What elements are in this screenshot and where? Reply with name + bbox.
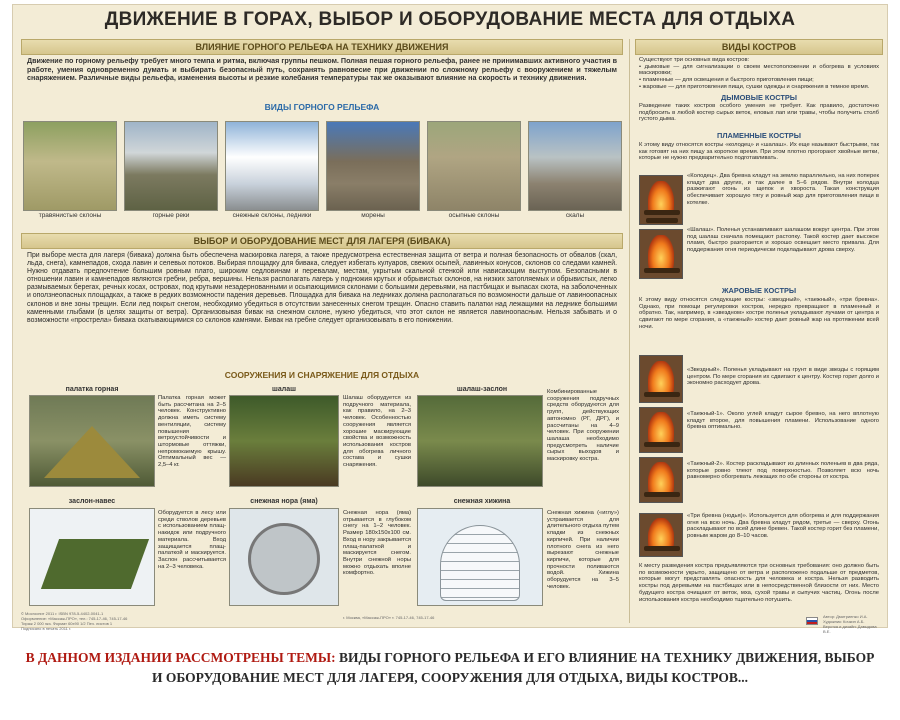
heat-fires-intro: К этому виду относятся следующие костры: «звездный», «таежный», «три бревна». Однако, при помощи регулировки костров, нередко превращают в пламенный и обратно. Так, например, в «звездном» костре поленья укладывают лучами от центра и сдвигают по мере сгорания, а «таежный» костер дает ровный жар на протяжении всей ночи. — [639, 297, 879, 330]
fire-taiga1-illustration — [639, 407, 683, 453]
heat-fires-heading: ЖАРОВЫЕ КОСТРЫ — [721, 286, 797, 295]
relief-influence-header: ВЛИЯНИЕ ГОРНОГО РЕЛЬЕФА НА ТЕХНИКУ ДВИЖЕНИЯ — [21, 39, 623, 55]
shelter-title-snow-burrow: снежная нора (яма) — [250, 498, 318, 505]
fires-outro-text: К месту разведения костра предъявляются три основных требования: оно должно быть по возможности укрыто, защищено от ветра и расположено подальше от предметов, которые могут представлять опасность для человека и костра. Нельзя разводить костры под деревьями на пастбищах или в непосредственной близости от них. Место будущего костра очищают от веток, мха, сухой травы и сыпучих частиц. Огонь после использования костра необходимо тщательно потушить. — [639, 563, 879, 603]
fire-star-illustration — [639, 355, 683, 403]
photo-snow-slopes-glaciers — [225, 121, 319, 211]
shelter-title-tent: палатка горная — [65, 386, 119, 393]
caption-rocks: скалы — [565, 212, 585, 219]
smoke-fires-heading: ДЫМОВЫЕ КОСТРЫ — [720, 93, 798, 102]
fire-well-illustration — [639, 175, 683, 225]
flag-icon — [806, 617, 818, 625]
footer-line-2: И ОБОРУДОВАНИЕ МЕСТ ДЛЯ ЛАГЕРЯ, СООРУЖЕНИЯ ДЛЯ ОТДЫХА, ВИДЫ КОСТРОВ... — [151, 670, 749, 685]
drawing-igloo — [417, 508, 543, 606]
shelter-text-snow-burrow: Снежная нора (яма) отрывается в глубоком снегу на 1–2 человек. Размер 180х150х100 см. Вход в нору закрывается плащ-палаткой и маскируется снегом. Внутри снежной норы можно отдыхать вполне комфортно. — [343, 510, 411, 577]
fire-hut-text: «Шалаш». Поленья устанавливают шалашом вокруг центра. При этом под шалаш сначала помещают растопку. Такой костер дает высокое пламя, быстро разгорается и хорошо освещает место привала. Для поддержания огня периодически подкладывают дрова сверху. — [687, 227, 879, 254]
fire-hut-illustration — [639, 229, 683, 279]
fires-header: ВИДЫ КОСТРОВ — [635, 39, 883, 55]
fire-taiga2-illustration — [639, 457, 683, 503]
fires-intro: Существуют три основных вида костров: • дымовые — для сигнализации о своем местоположении и обогрева в условиях маскировки; • пламенные — для освещения и быстрого приготовления пищи; • жаровые — для приготовления пищи, сушки одежды и снаряжения в темное время. — [639, 57, 879, 90]
drawing-snow-burrow — [229, 508, 339, 606]
caption-snow-slopes: снежные склоны, ледники — [232, 212, 312, 219]
fire-taiga1-text: «Таежный-1». Около углей кладут сырое бревно, на него вплотную кладут второе, для повышения пламени. Использование одного бревна оптимально. — [687, 411, 879, 431]
camp-selection-text: При выборе места для лагеря (бивака) должна быть обеспечена маскировка лагеря, а также предусмотрена естественная защита от ветра и полная безопасность от обвалов (скал, льда, снега), камнепадов, схода лавин и селевых потоков. Выбирая площадку для бивака, следует избегать кулуаров, свежих осыпей, лавинных конусов, склонов со следами камней. Нужно отдавать предпочтение большим ровным плато, широким седловинам и перевалам, местам, укрытым скальной стенкой или нависающим выступом. Безопасными в отношении лавин и камнепадов являются гребни, ребра, вершины. Нельзя располагать лагерь у подножия крутых и обрывистых склонов, на низких затопляемых и обрывистых, легко размываемых берегах, речных косах, островах, под крутыми незадернованными и осыпающимися склонами с большими деревьями, на пастбищах и выпасах скота, на заболоченных и оползнеопасных площадках, а также в редких возможности падения деревьев. Площадка для бивака на ледниках должна располагаться по возможности дальше от лавиноопасных склонов и вне зоны трещин. Если лед покрыт снегом, необходимо убедиться в отсутствии занесенных снегом трещин. Опасно ставить палатки над лежащими на леднике большими каменными глыбами (в целях защиты от ветра). Организовывая бивак на снежном склоне, нужно убедиться, что этот склон не является лавиноопасным. Нельзя забывать и о возможности «прострела» бивака скатывающимися со склонов камнями. Бивак на гребне следует организовывать в его понижении. — [27, 252, 617, 324]
publisher-info-middle: г. Москва, «Массаж-ПРО» т. 745-17-46, 745-17-46 — [343, 615, 435, 620]
publisher-info-left: © Мосгоспит 2011 г. ISBN 978-5-4402-0041-1 Оформление: «Массаж-ПРО», тел.: 745-17-46, 745-17-46 Тираж 2 000 экз. Формат 60х90 1/2 Печ. листов 1 Подписано в печать 2011 г. — [21, 611, 128, 631]
camp-selection-header: ВЫБОР И ОБОРУДОВАНИЕ МЕСТ ДЛЯ ЛАГЕРЯ (БИВАКА) — [21, 233, 623, 249]
caption-mountain-rivers: горные реки — [152, 212, 190, 219]
fire-taiga2-text: «Таежный-2». Костер раскладывают из длинных поленьев в два ряда, которые ровно тлеют под поверхностью. Позволяет всю ночь равномерно обогревать лежащих по обе стороны от костра. — [687, 461, 879, 481]
photo-hut — [229, 395, 339, 487]
footer-line-1: ВИДЫ ГОРНОГО РЕЛЬЕФА И ЕГО ВЛИЯНИЕ НА ТЕХНИКУ ДВИЖЕНИЯ, ВЫБОР — [335, 650, 875, 665]
photo-rocks — [528, 121, 622, 211]
flame-fires-intro: К этому виду относятся костры «колодец» и «шалаш». Их еще называют быстрыми, так как готовят на них пищу за короткое время. При этом плотно прогорают хвойные ветки, которые не нужно предварительно подготавливать. — [639, 142, 879, 162]
footer-lead: В ДАННОМ ИЗДАНИИ РАССМОТРЕНЫ ТЕМЫ: — [25, 650, 336, 665]
smoke-fires-text: Разведение таких костров особого умения не требует. Как правило, достаточно подбросить в любой костер сырых веток, еловых лап или травы, чтобы получить столб густого дыма. — [639, 103, 879, 123]
photo-hut-screen — [417, 395, 543, 487]
relief-intro-text: Движение по горному рельефу требует много темпа и ритма, включая группы пешком. Полная пешая горного рельефа, ранее не принимавших активного участия в работе, умения одновременно думать и выбирать безопасный путь, сохранять равновесие при движении по сложному рельефу с вооружением и тяжелым снаряжением. Различные виды рельефа, изменения высоты и резкие колебания температуры так же оказывают влияние на скорость и технику движения. — [27, 56, 617, 83]
publisher-info-right: Автор: Дмитриенко И.А. Художник: Кочкин А.Б. Верстка и дизайн: Давыдова В.Е. — [823, 614, 877, 634]
footer-topics — [0, 648, 900, 688]
photo-moraines — [326, 121, 420, 211]
shelter-text-snow-hut: Снежная хижина («иглу») устраивается для длительного отдыха путем кладки из снежных кирпичей. При наличии плотного снега из него вырезают снежные кирпичи, которые для прочности поливаются водой. Хижина оборудуется на 3–5 человек. — [547, 510, 619, 590]
shelter-text-hut-screen: Комбинированные сооружения подручных средств оборудуются для групп, действующих автономно (РГ, ДРГ), и рассчитаны на 4–9 человек. При сооружении шалаша необходимо предусмотреть наличие сырых выходов и маскировку костра. — [547, 389, 619, 463]
fire-well-text: «Колодец». Два бревна кладут на землю параллельно, на них поперек кладут два других, и так далее в 5–6 рядов. Внутри колодца разжигают огонь из щепок и хвороста. Такая конструкция обеспечивает хорошую тягу и ровный жар для приготовления пищи в котелке. — [687, 173, 879, 206]
fire-three-logs-text: «Три бревна (нодья)». Используется для обогрева и для поддержания огня на всю ночь. Два бревна кладут рядом, третье — сверху. Огонь раскладывают по всей длине бревен. Такой костер горит без пламени, ровным жаром до 8–10 часов. — [687, 513, 879, 540]
photo-grassy-slopes — [23, 121, 117, 211]
poster — [12, 4, 888, 634]
photo-mountain-tent — [29, 395, 155, 487]
shelter-text-screen-canopy: Оборудуется в лесу или среди стволов деревьев с использованием плащ-накидок или подручного материала. Вход защищается плащ-палаткой и маскируется. Заслон рассчитывается на 2–3 человека. — [158, 510, 226, 570]
relief-types-heading: ВИДЫ ГОРНОГО РЕЛЬЕФА — [264, 102, 380, 112]
shelter-text-tent: Палатка горная может быть рассчитана на 2–5 человек. Конструктивно должна иметь систему вентиляции, систему повышения ветроустойчивости и штормовые оттяжки, непромокаемую крышу. Оптимальный вес — 2,5–4 кг. — [158, 395, 226, 469]
photo-mountain-rivers — [124, 121, 218, 211]
caption-scree-slopes: осыпные склоны — [448, 212, 500, 219]
shelter-title-screen-canopy: заслон-навес — [68, 498, 116, 505]
caption-moraines: морены — [361, 212, 385, 219]
shelter-text-hut: Шалаш оборудуется из подручного материала, как правило, на 2–3 человек. Особенностью сооружения является хорошие маскирующие свойства и возможность использования костров для обогрева личного состава и сушки снаряжения. — [343, 395, 411, 469]
fire-three-logs-illustration — [639, 513, 683, 557]
poster-title: ДВИЖЕНИЕ В ГОРАХ, ВЫБОР И ОБОРУДОВАНИЕ МЕСТА ДЛЯ ОТДЫХА — [104, 9, 796, 30]
shelters-heading: СООРУЖЕНИЯ И СНАРЯЖЕНИЕ ДЛЯ ОТДЫХА — [224, 370, 420, 380]
fire-star-text: «Звездный». Поленья укладывают на грунт в виде звезды с горящим центром. По мере сгорания их сдвигают к центру. Костер горит долго и экономно расходует дрова. — [687, 367, 879, 387]
drawing-screen-canopy — [29, 508, 155, 606]
caption-grassy-slopes: травянистые склоны — [38, 212, 102, 219]
flame-fires-heading: ПЛАМЕННЫЕ КОСТРЫ — [717, 131, 801, 140]
shelter-title-snow-hut: снежная хижина — [453, 498, 511, 505]
photo-scree-slopes — [427, 121, 521, 211]
shelter-title-hut-screen: шалаш-заслон — [456, 386, 508, 393]
shelter-title-hut: шалаш — [272, 386, 296, 393]
